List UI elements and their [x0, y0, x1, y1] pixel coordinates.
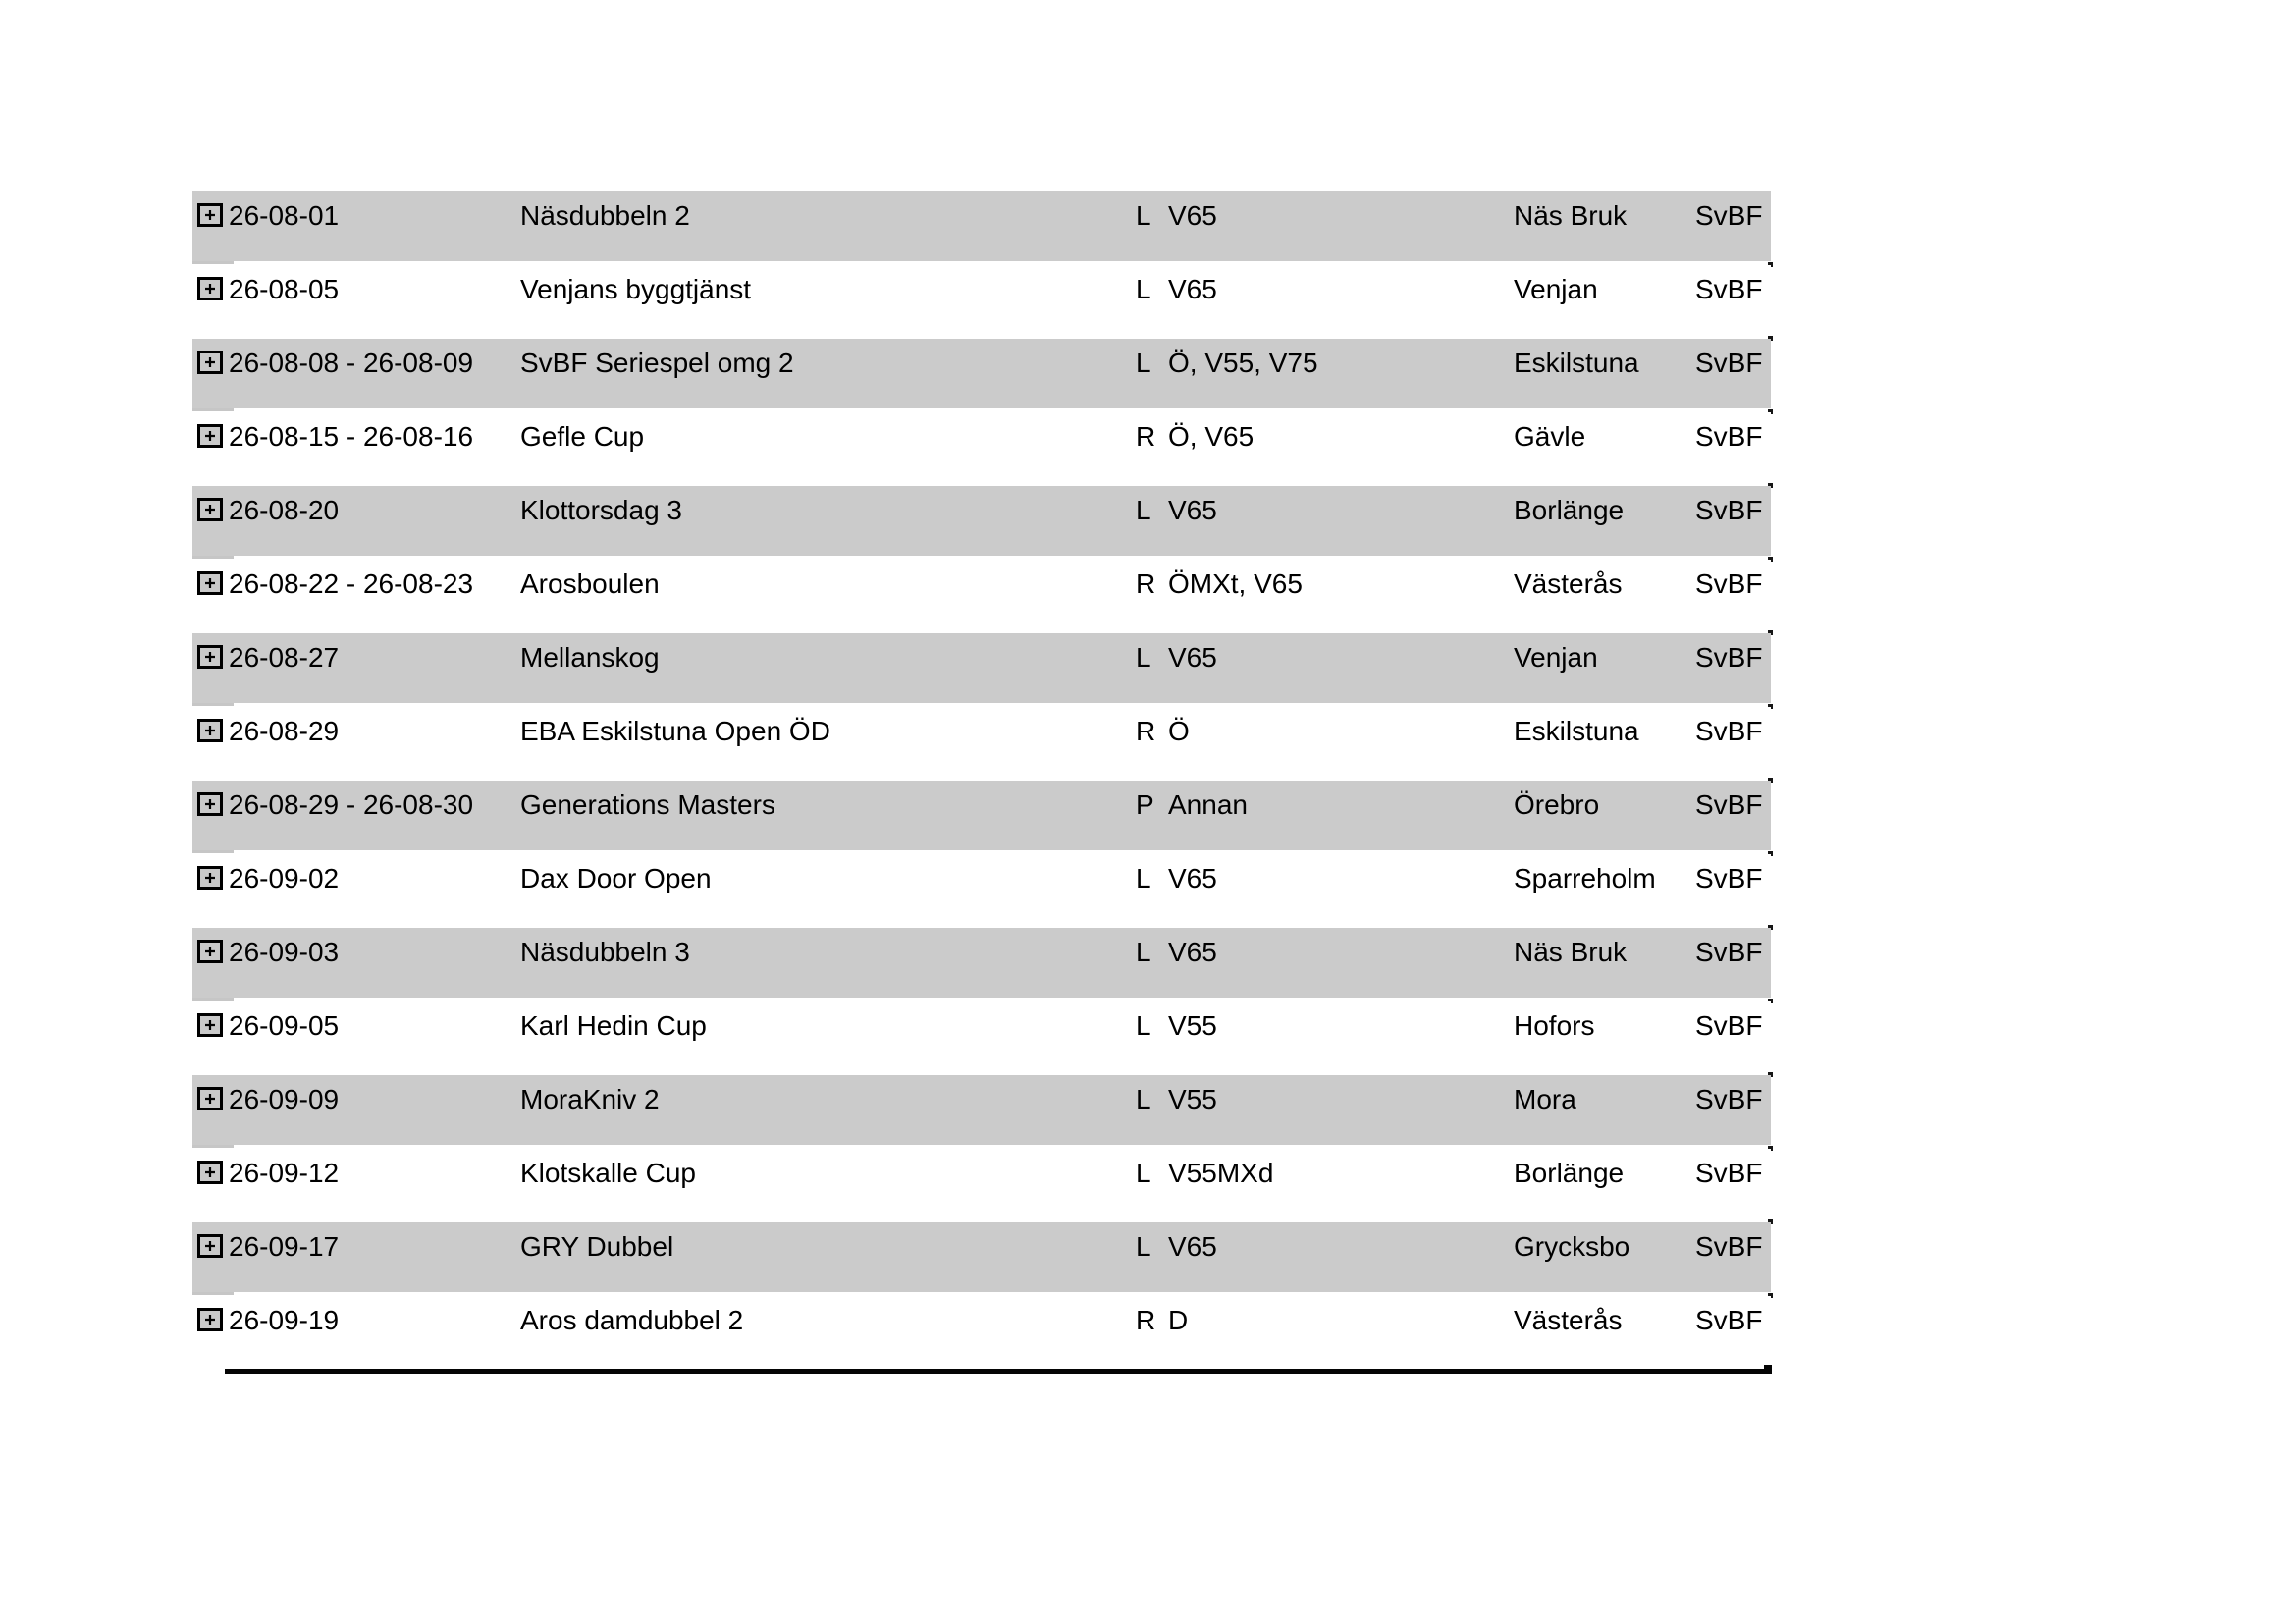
event-row [192, 1222, 1771, 1296]
event-organizer: SvBF [1695, 1084, 1763, 1114]
event-name: Mellanskog [520, 642, 660, 673]
event-game-types: V55 [1168, 1010, 1217, 1041]
event-type [1136, 560, 1514, 609]
event-dates: 26-08-15 - 26-08-16 [229, 421, 474, 452]
event-row [192, 486, 1771, 560]
event-dates: 26-09-19 [229, 1305, 340, 1335]
event-row [192, 1149, 1771, 1222]
event-type [1136, 1149, 1514, 1198]
expand-cell [192, 339, 229, 374]
event-type [1136, 265, 1514, 314]
event-type [1136, 854, 1514, 903]
expand-cell [192, 854, 229, 890]
event-organizer: SvBF [1695, 716, 1763, 746]
event-game-types: V55 [1168, 1084, 1217, 1114]
event-dates: 26-09-09 [229, 1084, 340, 1114]
event-dates: 26-08-29 - 26-08-30 [229, 789, 474, 820]
event-game-types: V55MXd [1168, 1158, 1274, 1188]
event-dates: 26-08-22 - 26-08-23 [229, 568, 474, 599]
event-organizer: SvBF [1695, 1010, 1763, 1041]
event-row [192, 781, 1771, 854]
event-location: Sparreholm [1514, 863, 1656, 893]
event-dates: 26-08-05 [229, 274, 340, 304]
event-type [1136, 633, 1514, 682]
table-bottom-rule-endcap [1764, 1365, 1772, 1374]
event-organizer: SvBF [1695, 274, 1763, 304]
event-row [192, 1296, 1771, 1370]
expand-plus-icon[interactable] [197, 940, 223, 963]
event-dates: 26-08-01 [229, 200, 340, 231]
event-class-letter: L [1136, 642, 1151, 673]
event-row [192, 854, 1771, 928]
event-name: Dax Door Open [520, 863, 712, 893]
expand-cell [192, 1149, 229, 1184]
event-organizer: SvBF [1695, 937, 1763, 967]
event-game-types: Ö, V55, V75 [1168, 348, 1318, 378]
event-name: Klotskalle Cup [520, 1158, 696, 1188]
event-game-types: Ö, V65 [1168, 421, 1255, 452]
event-name: Aros damdubbel 2 [520, 1305, 744, 1335]
event-class-letter: L [1136, 1158, 1151, 1188]
event-game-types: D [1168, 1305, 1189, 1335]
event-dates: 26-08-27 [229, 642, 340, 673]
event-class-letter: L [1136, 1231, 1151, 1262]
event-row [192, 412, 1771, 486]
event-dates: 26-08-29 [229, 716, 340, 746]
expand-plus-icon[interactable] [197, 498, 223, 521]
event-location: Gävle [1514, 421, 1586, 452]
event-game-types: Ö [1168, 716, 1190, 746]
event-row [192, 265, 1771, 339]
event-row [192, 1075, 1771, 1149]
event-row [192, 191, 1771, 265]
event-location: Eskilstuna [1514, 716, 1639, 746]
expand-cell [192, 1075, 229, 1110]
expand-plus-icon[interactable] [197, 203, 223, 227]
expand-plus-icon[interactable] [197, 351, 223, 374]
event-organizer: SvBF [1695, 495, 1763, 525]
event-game-types: V65 [1168, 1231, 1217, 1262]
event-dates: 26-09-12 [229, 1158, 340, 1188]
event-class-letter: L [1136, 1084, 1151, 1114]
expand-cell [192, 707, 229, 742]
expand-plus-icon[interactable] [197, 1308, 223, 1331]
event-dates: 26-08-20 [229, 495, 340, 525]
expand-plus-icon[interactable] [197, 1234, 223, 1258]
event-location: Venjan [1514, 642, 1598, 673]
event-location: Hofors [1514, 1010, 1595, 1041]
event-dates: 26-09-02 [229, 863, 340, 893]
event-dates: 26-08-08 - 26-08-09 [229, 348, 474, 378]
expand-plus-icon[interactable] [197, 1087, 223, 1110]
event-location: Borlänge [1514, 1158, 1625, 1188]
event-class-letter: L [1136, 937, 1151, 967]
event-location: Venjan [1514, 274, 1598, 304]
event-class-letter: L [1136, 200, 1151, 231]
expand-cell [192, 781, 229, 816]
event-location: Västerås [1514, 1305, 1623, 1335]
event-class-letter: P [1136, 789, 1154, 820]
event-name: SvBF Seriespel omg 2 [520, 348, 794, 378]
event-organizer: SvBF [1695, 1231, 1763, 1262]
event-class-letter: R [1136, 716, 1156, 746]
event-dates: 26-09-05 [229, 1010, 340, 1041]
event-name: EBA Eskilstuna Open ÖD [520, 716, 830, 746]
expand-cell [192, 560, 229, 595]
event-class-letter: L [1136, 274, 1151, 304]
expand-plus-icon[interactable] [197, 866, 223, 890]
event-location: Näs Bruk [1514, 937, 1628, 967]
event-name: GRY Dubbel [520, 1231, 674, 1262]
expand-cell [192, 265, 229, 300]
event-row [192, 560, 1771, 633]
event-location: Mora [1514, 1084, 1576, 1114]
event-organizer: SvBF [1695, 200, 1763, 231]
event-class-letter: L [1136, 863, 1151, 893]
expand-plus-icon[interactable] [197, 1161, 223, 1184]
event-class-letter: R [1136, 1305, 1156, 1335]
expand-plus-icon[interactable] [197, 571, 223, 595]
event-name: Karl Hedin Cup [520, 1010, 707, 1041]
event-organizer: SvBF [1695, 568, 1763, 599]
event-class-letter: R [1136, 421, 1156, 452]
event-name: Gefle Cup [520, 421, 645, 452]
event-type [1136, 191, 1514, 241]
event-name: Venjans byggtjänst [520, 274, 752, 304]
table-bottom-rule [225, 1369, 1770, 1374]
event-row [192, 339, 1771, 412]
event-game-types: ÖMXt, V65 [1168, 568, 1303, 599]
event-type [1136, 1222, 1514, 1272]
event-name: Klottorsdag 3 [520, 495, 682, 525]
event-organizer: SvBF [1695, 348, 1763, 378]
expand-plus-icon[interactable] [197, 1013, 223, 1037]
event-game-types: Annan [1168, 789, 1248, 820]
event-type [1136, 412, 1514, 461]
event-organizer: SvBF [1695, 863, 1763, 893]
event-type [1136, 781, 1514, 830]
event-game-types: V65 [1168, 200, 1217, 231]
expand-plus-icon[interactable] [197, 792, 223, 816]
expand-cell [192, 191, 229, 227]
event-location: Eskilstuna [1514, 348, 1639, 378]
expand-cell [192, 486, 229, 521]
event-row [192, 707, 1771, 781]
event-game-types: V65 [1168, 495, 1217, 525]
expand-cell [192, 412, 229, 448]
event-class-letter: L [1136, 348, 1151, 378]
expand-plus-icon[interactable] [197, 277, 223, 300]
event-dates: 26-09-17 [229, 1231, 340, 1262]
event-game-types: V65 [1168, 274, 1217, 304]
event-location: Borlänge [1514, 495, 1625, 525]
event-calendar-table [192, 191, 1771, 1370]
event-rows [192, 191, 1771, 1370]
event-game-types: V65 [1168, 937, 1217, 967]
event-name: MoraKniv 2 [520, 1084, 660, 1114]
expand-cell [192, 1222, 229, 1258]
event-name: Näsdubbeln 3 [520, 937, 690, 967]
event-class-letter: L [1136, 1010, 1151, 1041]
event-organizer: SvBF [1695, 789, 1763, 820]
event-location: Näs Bruk [1514, 200, 1628, 231]
expand-plus-icon[interactable] [197, 424, 223, 448]
expand-cell [192, 1001, 229, 1037]
event-dates: 26-09-03 [229, 937, 340, 967]
expand-cell [192, 928, 229, 963]
event-type [1136, 1296, 1514, 1345]
event-name: Arosboulen [520, 568, 660, 599]
expand-cell [192, 1296, 229, 1331]
expand-cell [192, 633, 229, 669]
event-location: Grycksbo [1514, 1231, 1630, 1262]
event-row [192, 928, 1771, 1001]
event-organizer: SvBF [1695, 1305, 1763, 1335]
event-game-types: V65 [1168, 863, 1217, 893]
expand-plus-icon[interactable] [197, 645, 223, 669]
event-class-letter: L [1136, 495, 1151, 525]
event-game-types: V65 [1168, 642, 1217, 673]
expand-plus-icon[interactable] [197, 719, 223, 742]
event-type [1136, 928, 1514, 977]
event-row [192, 1001, 1771, 1075]
event-class-letter: R [1136, 568, 1156, 599]
event-name: Generations Masters [520, 789, 775, 820]
event-location: Örebro [1514, 789, 1600, 820]
event-organizer: SvBF [1695, 642, 1763, 673]
event-type [1136, 1075, 1514, 1124]
event-organizer: SvBF [1695, 421, 1763, 452]
event-type [1136, 1001, 1514, 1051]
event-organizer: SvBF [1695, 1158, 1763, 1188]
event-type [1136, 339, 1514, 388]
event-location: Västerås [1514, 568, 1623, 599]
event-row [192, 633, 1771, 707]
event-name: Näsdubbeln 2 [520, 200, 690, 231]
event-type [1136, 486, 1514, 535]
event-type [1136, 707, 1514, 756]
